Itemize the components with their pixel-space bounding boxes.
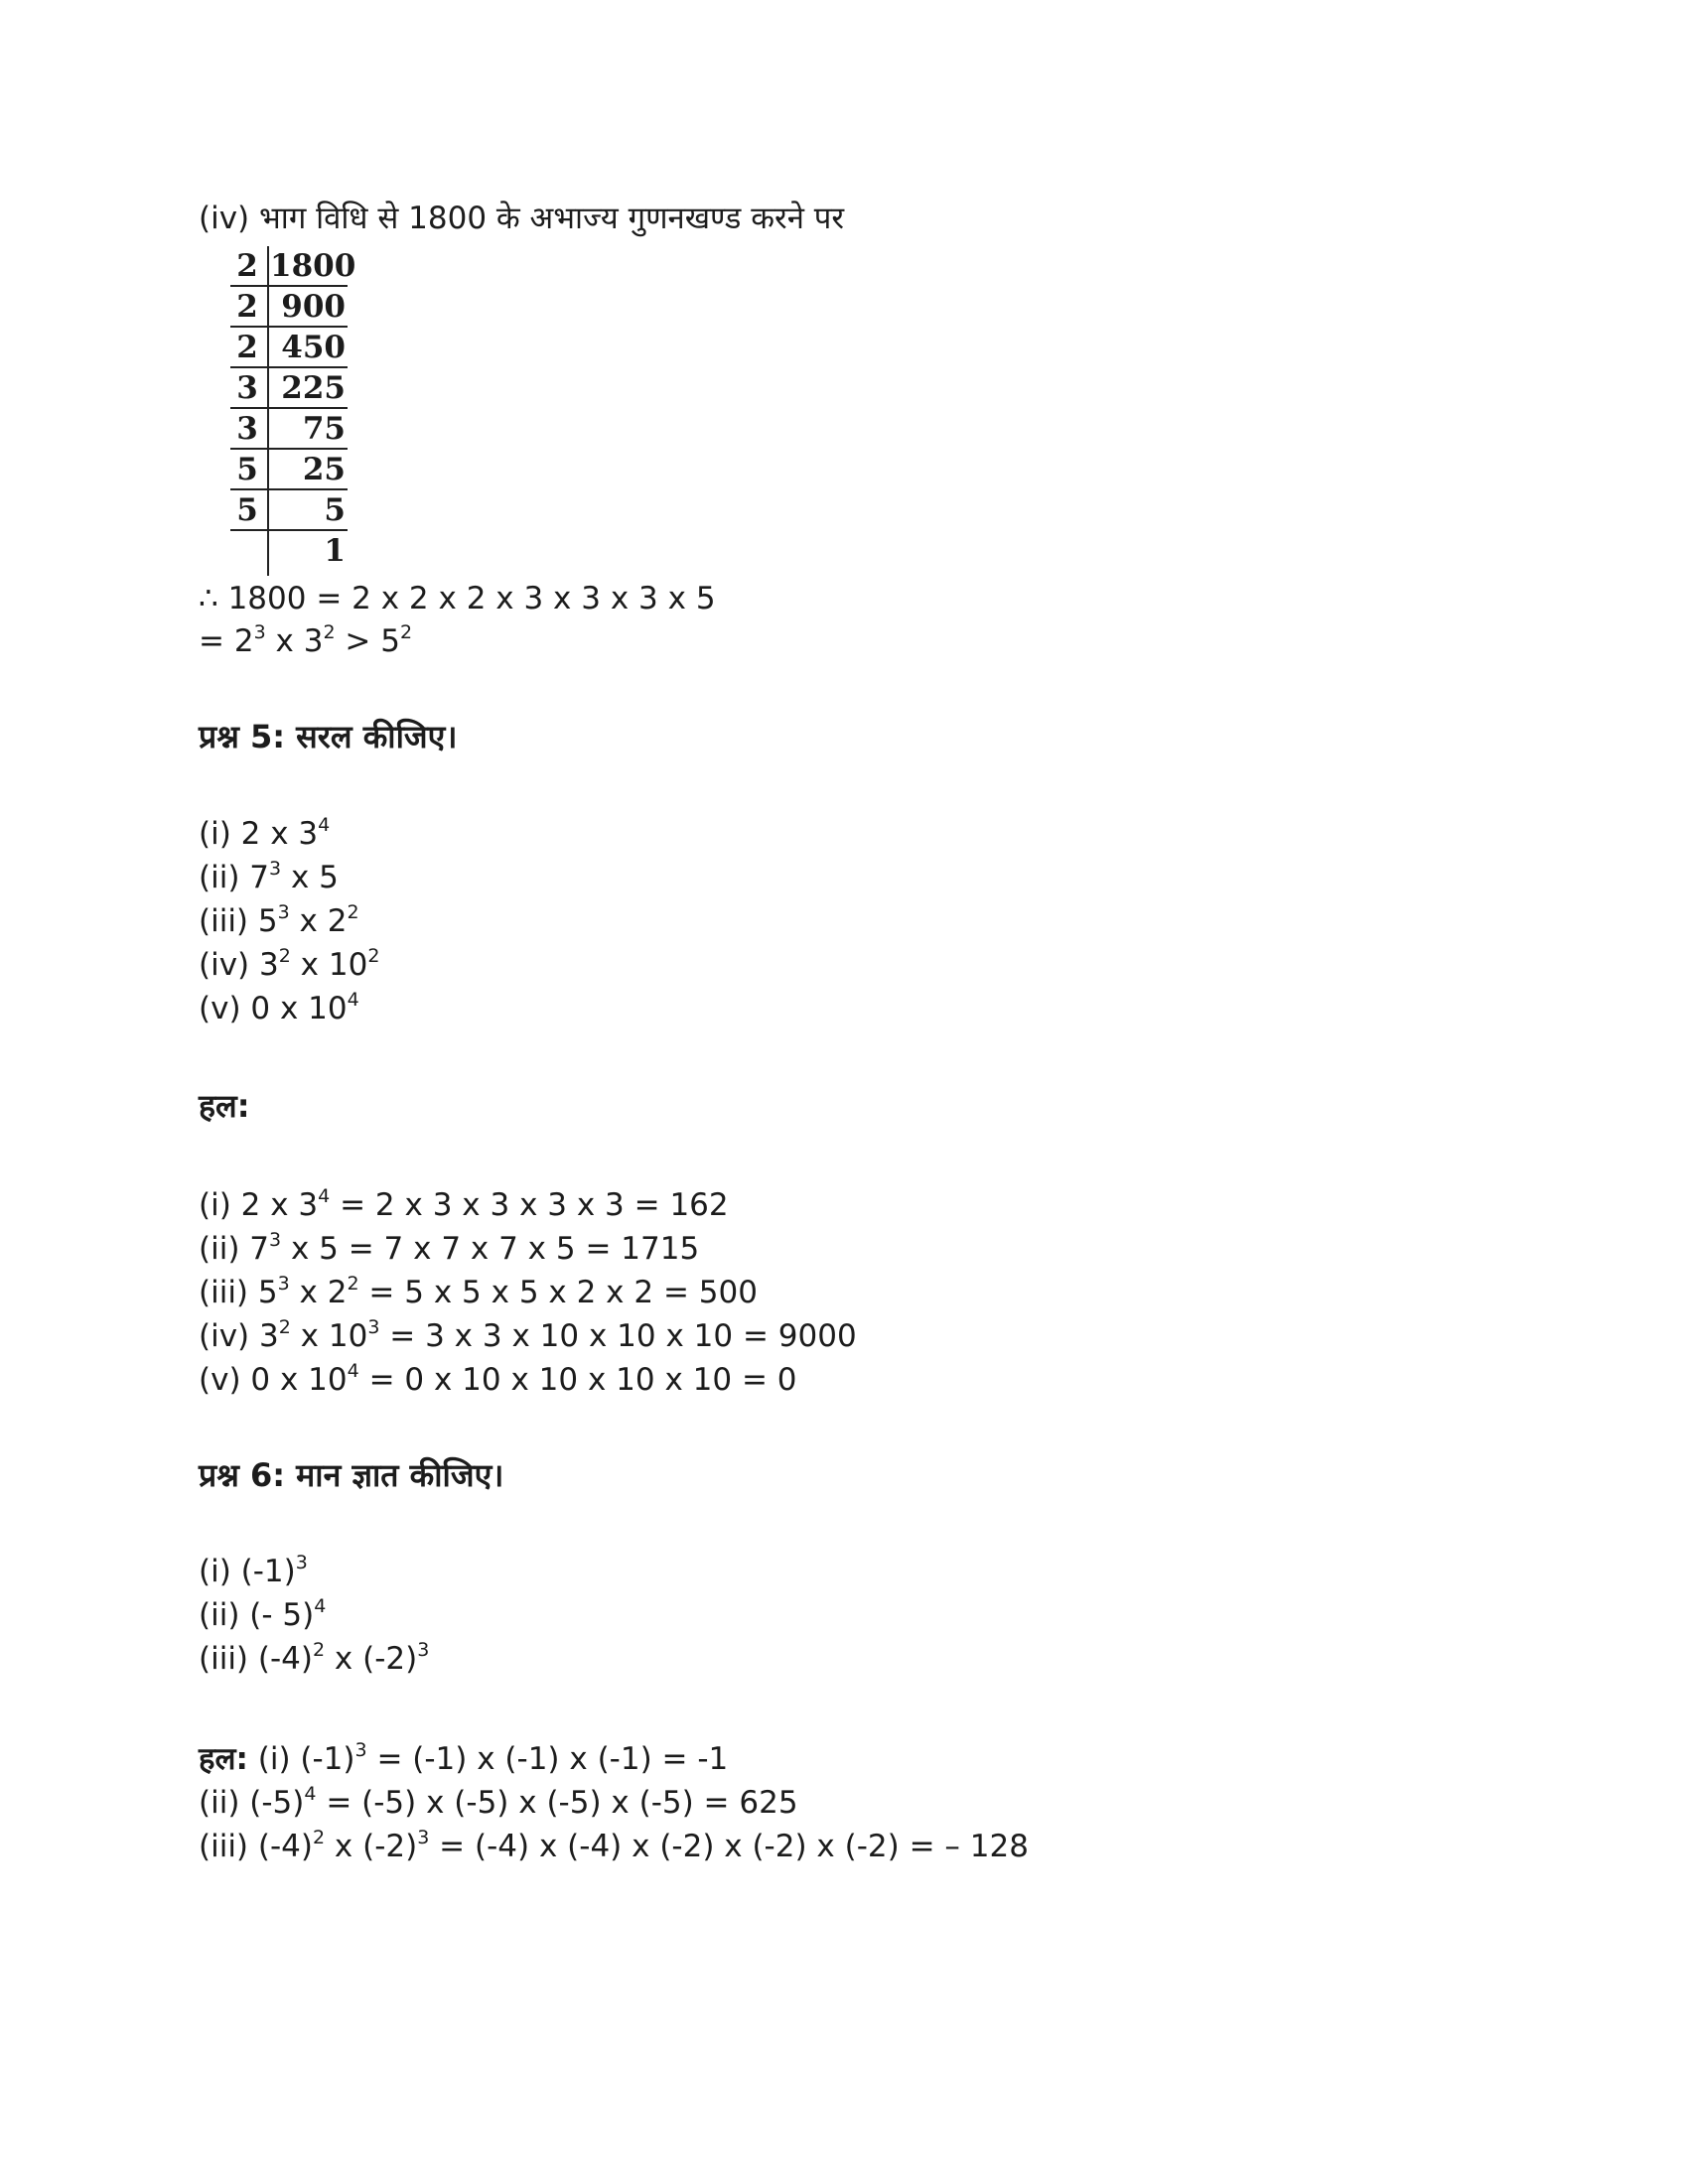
ladder-divisor: 2: [236, 330, 258, 365]
q5-item-3: (iii) $5^3$ x $2^2$: [199, 901, 359, 939]
q6-item-3: (iii) $(-4)^2$ x $(-2)^3$: [199, 1639, 430, 1677]
ladder-quotient: 1: [324, 533, 346, 569]
q5-solution-5: (v) 0 x $10^4 = 0$ x 10 x 10 x 10 x 10 = 0: [199, 1360, 797, 1398]
ladder-row: [230, 531, 357, 572]
ladder-quotient: 900: [281, 289, 346, 325]
q5-solution-label: हल:: [199, 1087, 250, 1125]
ladder-quotient: 5: [324, 492, 346, 528]
q5-solution-3: (iii) $5^3$ x $2^2 = 5$ x 5 x 5 x 2 x 2 = 500: [199, 1273, 758, 1310]
ladder-row: [230, 368, 357, 409]
q5-solution-2: (ii) $7^3$ x 5 = 7 x 7 x 7 x 5 = 1715: [199, 1229, 700, 1267]
ladder-divisor: 3: [236, 370, 258, 406]
q6-solution-label: हल:: [199, 1741, 248, 1777]
q6-solution-2: (ii) $(-5)^4 = (-5)$ x (-5) x (-5) x (-5) = 625: [199, 1783, 798, 1821]
division-ladder: [230, 246, 357, 578]
ladder-divisor: 2: [236, 248, 258, 284]
ladder-row: [230, 450, 357, 490]
ladder-divisor: 5: [236, 452, 258, 487]
intro-line: (iv) भाग विधि से 1800 के अभाज्य गुणनखण्ड करने पर: [199, 201, 845, 236]
ladder-divisor: 5: [236, 492, 258, 528]
result-line-1: ∴ 1800 = 2 x 2 x 2 x 3 x 3 x 3 x 5: [199, 581, 716, 616]
ladder-row: [230, 409, 357, 450]
q6-item-1: (i) $(-1)^3$: [199, 1552, 308, 1589]
q5-solution-1: (i) 2 x $3^4 = 2$ x 3 x 3 x 3 x 3 = 162: [199, 1185, 729, 1223]
q6-solution-1: हल: (i) $(-1)^3 = (-1)$ x (-1) x (-1) = -1: [199, 1739, 729, 1777]
ladder-quotient: 450: [281, 330, 346, 365]
q6-item-2: (ii) (- 5)$^4$: [199, 1595, 327, 1633]
question-5-heading: प्रश्न 5: सरल कीजिए।: [199, 718, 458, 755]
question-6-heading: प्रश्न 6: मान ज्ञात कीजिए।: [199, 1456, 504, 1494]
q5-item-1: (i) 2 x $3^4$: [199, 814, 331, 852]
q5-item-2: (ii) $7^3$ x 5: [199, 858, 339, 895]
result-line-2: = $2^3$ x $3^2 > 5^2$: [199, 621, 413, 659]
q5-item-5: (v) 0 x $10^4$: [199, 989, 359, 1026]
ladder-divisor: 3: [236, 411, 258, 447]
q6-solution-3: (iii) $(-4)^2$ x $(-2)^3 = (-4)$ x (-4) x (-2) x (-2) x (-2) = – 128: [199, 1827, 1029, 1864]
ladder-quotient: 75: [302, 411, 346, 447]
ladder-row: [230, 490, 357, 531]
q5-solution-4: (iv) $3^2$ x $10^3 = 3$ x 3 x 10 x 10 x 10 = 9000: [199, 1316, 857, 1354]
ladder-divisor: 2: [236, 289, 258, 325]
ladder-quotient: 1800: [270, 248, 356, 284]
ladder-quotient: 25: [302, 452, 346, 487]
ladder-quotient: 225: [281, 370, 346, 406]
ladder-row: [230, 287, 357, 328]
q5-item-4: (iv) $3^2$ x $10^2$: [199, 945, 380, 983]
ladder-row: [230, 328, 357, 368]
ladder-row: [230, 246, 357, 287]
